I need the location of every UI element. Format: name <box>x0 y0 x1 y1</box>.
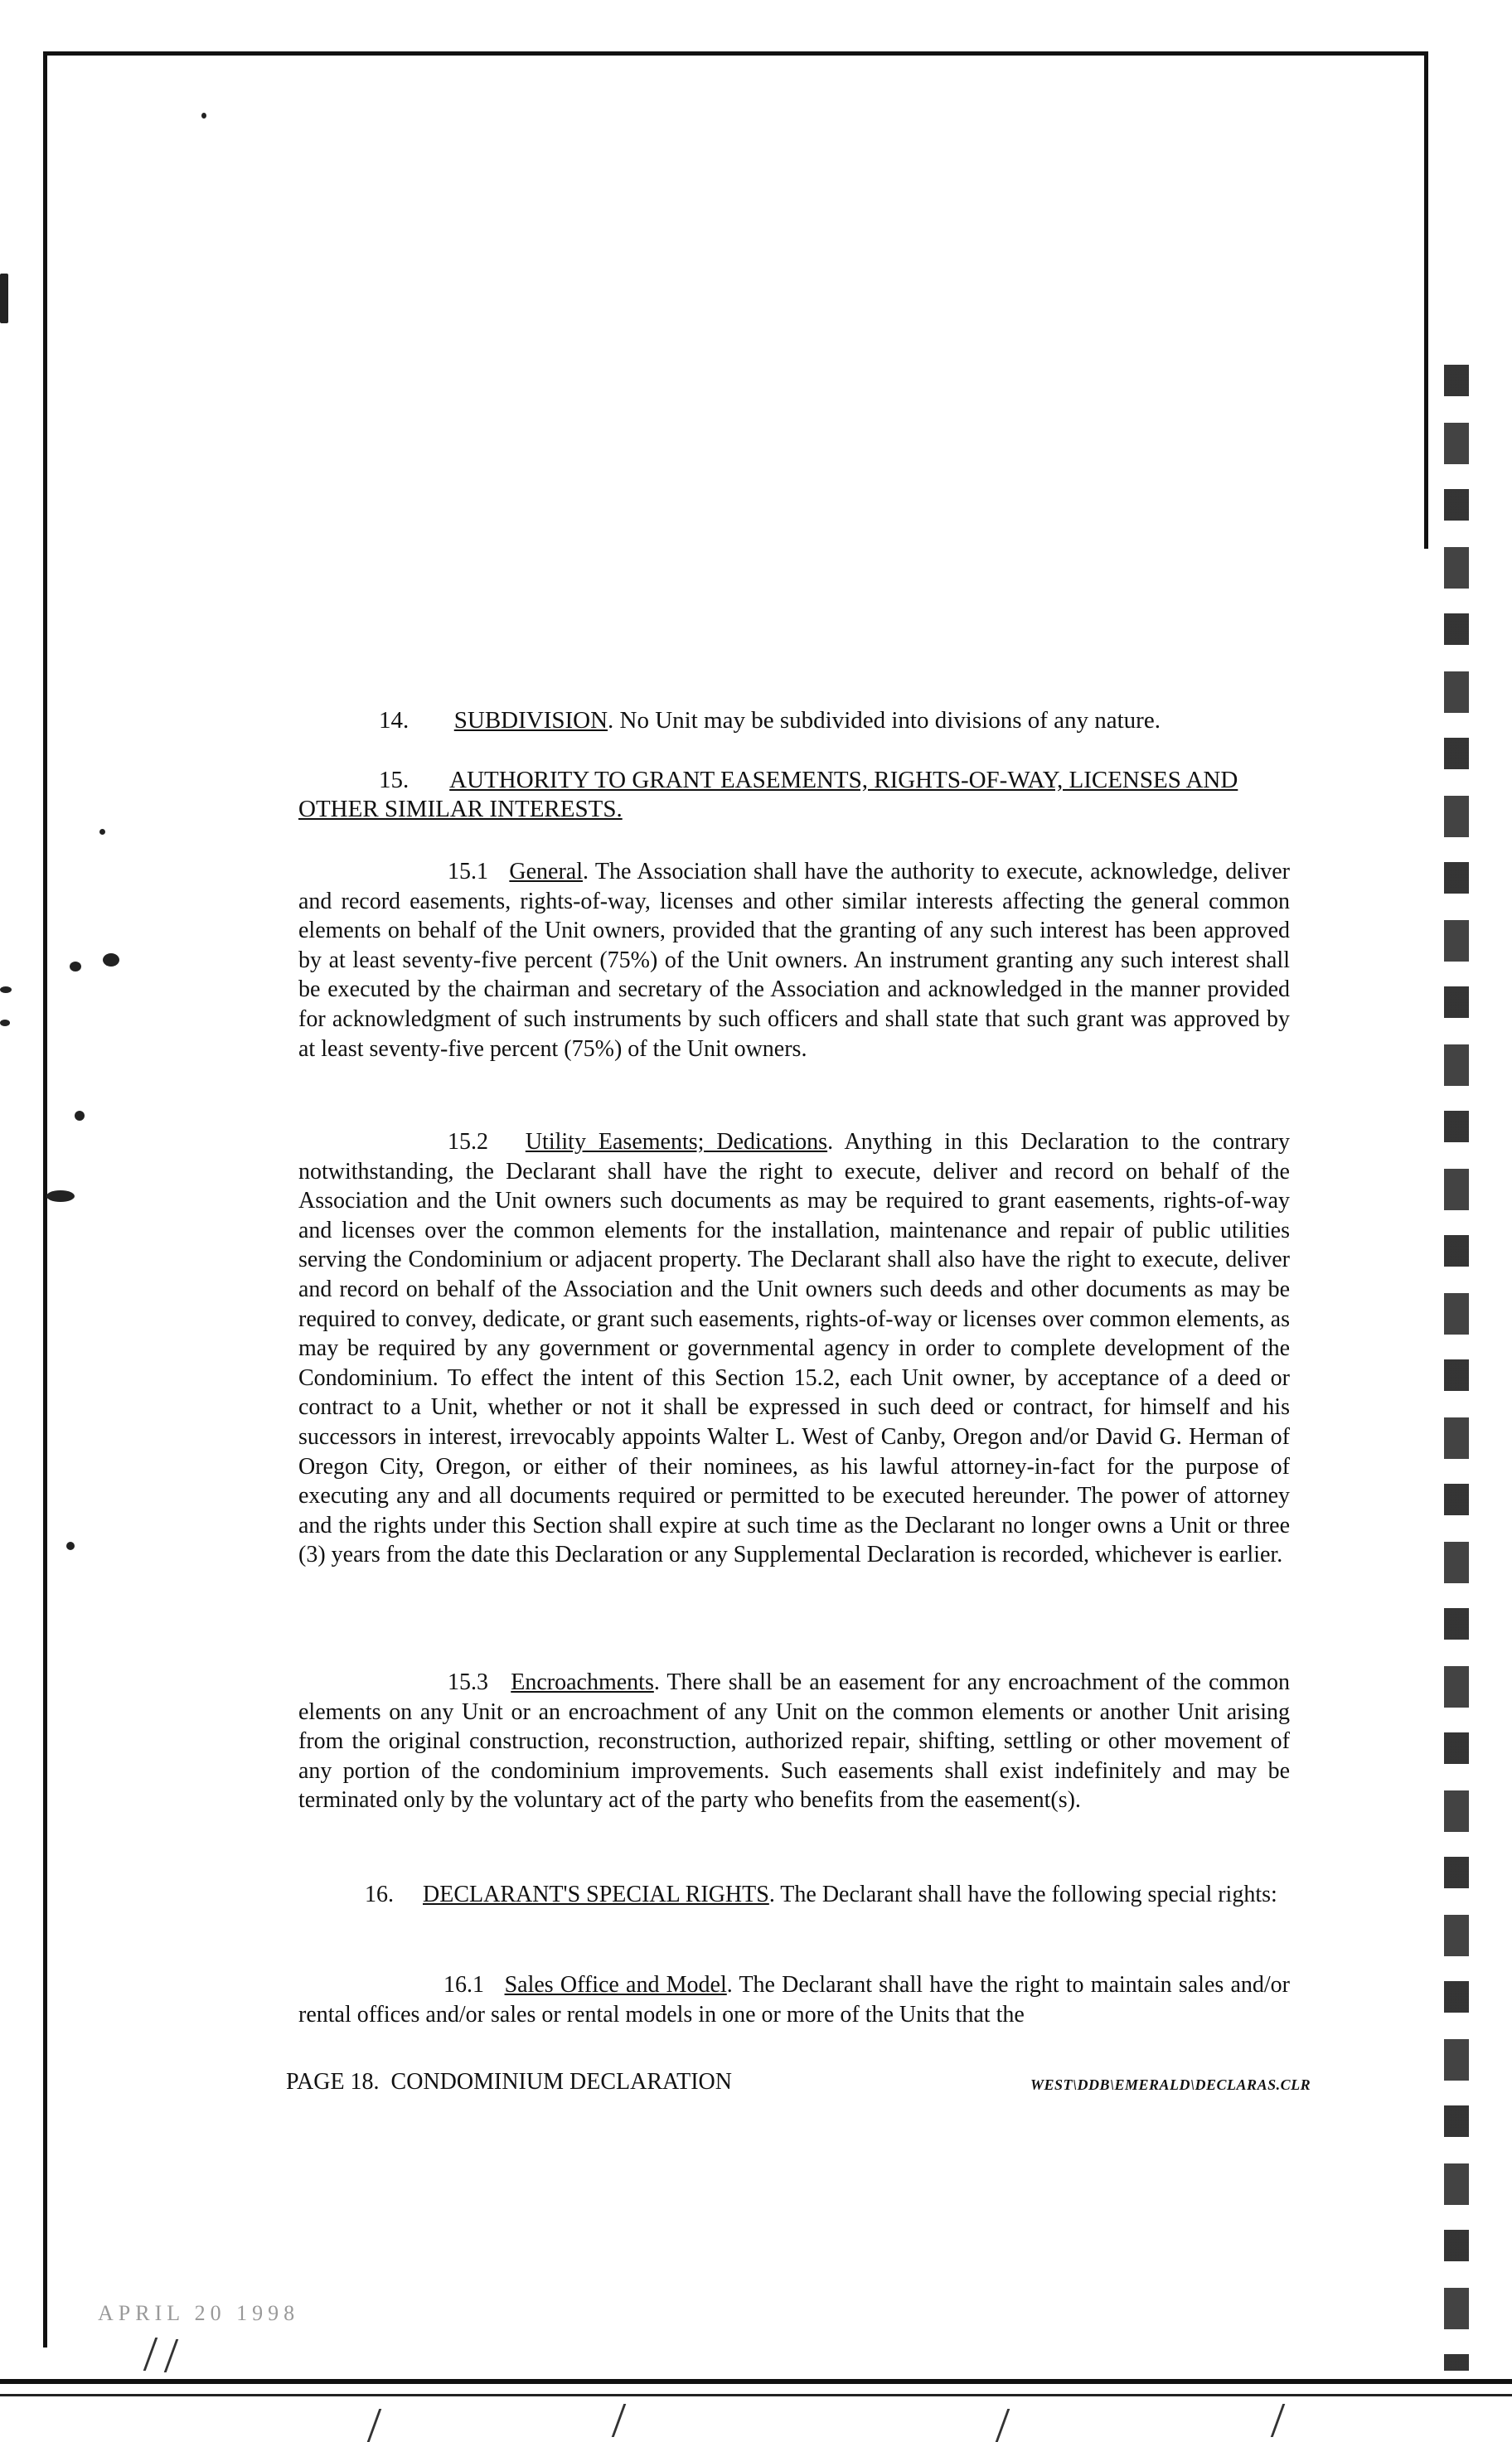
section-15-2-number: 15.2 <box>448 1129 488 1155</box>
scan-mark <box>612 2404 627 2437</box>
section-15-number: 15. <box>379 767 410 793</box>
section-16-heading: DECLARANT'S SPECIAL RIGHTS <box>423 1882 769 1907</box>
section-15-3-text: . There shall be an easement for any encroachment of the common elements on any Unit or an encroachment of any Unit on the common elements or another Unit arising from the original construction, reconstruction, authorized repair, shifting, settling or other movement of any portion of the condominium improvements. Such easements shall exist indefinitely and may be terminated only by the voluntary act of the party who benefits from the easement(s). <box>298 1669 1291 1814</box>
section-15-2-text: . Anything in this Declaration to the contrary notwithstanding, the Declarant shall have the right to execute, deliver and record on behalf of the Association and the Unit owners such documents as may be required to grant easements, rights-of-way and licenses over the common elements for the installation, maintenance and repair of public utilities serving the Condominium or adjacent property. The Declarant shall also have the right to execute, deliver and record on behalf of the Association and the Unit owners such deeds and other documents as may be required to convey, dedicate, or grant such easements, rights-of-way or licenses over common elements, as may be required by any government or governmental agency in order to complete development of the Condominium. To effect the intent of this Section 15.2, each Unit owner, by acceptance of a deed or contract to a Unit, whether or not it shall be expressed in such deed or contract, for himself and his successors in interest, irrevocably appoints Walter L. West of Canby, Oregon and/or David G. Herman of Oregon City, Oregon, or either of their nominees, as his lawful attorney-in-fact for the purpose of executing any and all documents required or permitted to be executed hereunder. The power of attorney and the rights under this Section shall expire at such time as the Declarant no longer owns a Unit or three (3) years from the date this Declaration or any Supplemental Declaration is recorded, whichever is earlier. <box>298 1129 1291 1568</box>
section-15-heading: AUTHORITY TO GRANT EASEMENTS, RIGHTS-OF-WAY, LICENSES AND <box>449 767 1238 793</box>
footer-file-reference: WEST\DDB\EMERALD\DECLARAS.CLR <box>1030 2076 1311 2093</box>
section-16-paragraph <box>298 1880 1290 1910</box>
scan-mark <box>1271 2404 1286 2437</box>
section-16-number: 16. <box>365 1882 394 1907</box>
section-16-1-text: . The Declarant shall have the right to maintain sales and/or rental offices and/or sales or rental models in one or more of the Units that the <box>298 1972 1290 2028</box>
section-15-1-number: 15.1 <box>448 859 488 884</box>
section-15-1-text: . The Association shall have the authority to execute, acknowledge, deliver and record easements, rights-of-way, licenses and other similar interests affecting the general common elements on behalf of the Unit owners, provided that the granting of any such interest has been approved by at least seventy-five percent (75%) of the Unit owners. An instrument granting any such interest shall be executed by the chairman and secretary of the Association and acknowledged in the manner provided for acknowledgment of such instruments by such officers and shall state that such grant was approved by at least seventy-five percent (75%) of the Unit owners. <box>298 859 1290 1062</box>
section-15-2-heading: Utility Easements; Dedications <box>525 1129 828 1155</box>
scan-mark <box>143 2338 158 2371</box>
date-stamp: APRIL 20 1998 <box>98 2301 300 2325</box>
section-14-number: 14. <box>379 707 410 734</box>
section-15-1-heading: General <box>509 859 583 884</box>
section-15-heading-line2: OTHER SIMILAR INTERESTS. <box>298 796 623 822</box>
section-16-1-number: 16.1 <box>443 1972 484 1998</box>
scan-mark <box>164 2339 179 2372</box>
footer-page-label: PAGE 18. CONDOMINIUM DECLARATION <box>286 2069 732 2095</box>
section-14-heading: SUBDIVISION <box>453 707 608 734</box>
section-15-3-number: 15.3 <box>448 1669 488 1695</box>
section-15-3-paragraph <box>298 1668 1290 1815</box>
section-15-1-paragraph <box>298 857 1290 1064</box>
section-16-1-paragraph <box>298 1970 1290 2029</box>
section-15-3-heading: Encroachments <box>511 1669 654 1695</box>
section-15-2-paragraph <box>298 1127 1290 1570</box>
section-16-1-heading: Sales Office and Model <box>504 1972 727 1998</box>
section-16-text: . The Declarant shall have the following special rights: <box>768 1882 1277 1907</box>
section-14-text: . No Unit may be subdivided into divisions of any nature. <box>608 707 1161 734</box>
scan-mark <box>996 2409 1010 2442</box>
section-14 <box>379 706 1161 734</box>
scan-mark <box>367 2409 382 2442</box>
section-15-heading-line1 <box>379 766 1238 794</box>
